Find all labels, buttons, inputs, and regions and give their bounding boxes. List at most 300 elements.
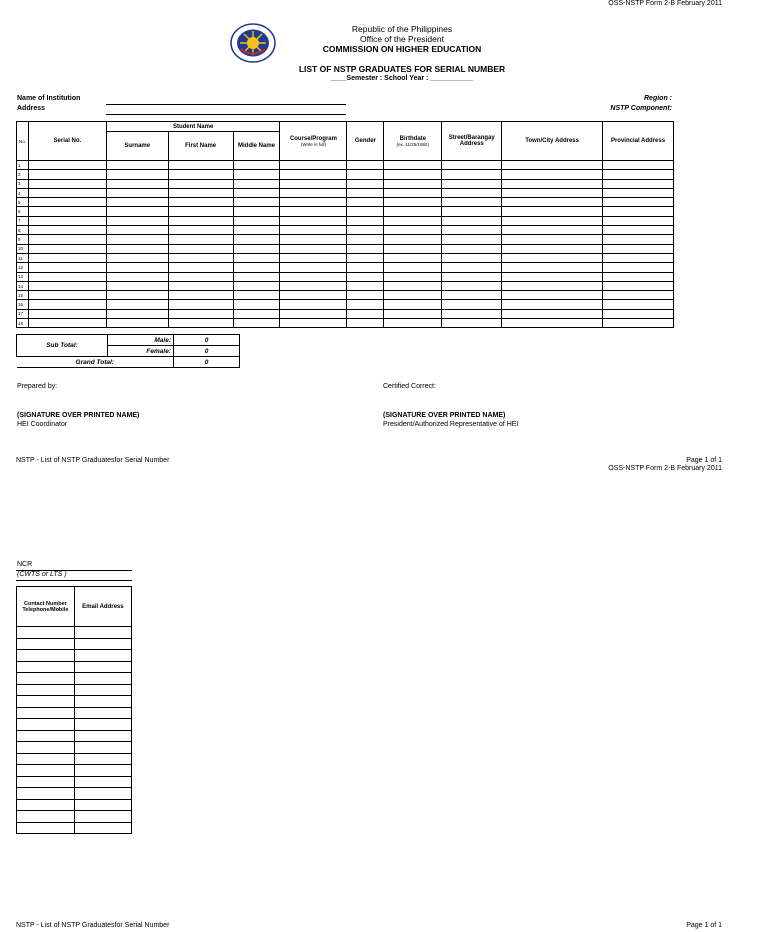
region-value: NCR <box>17 561 33 568</box>
table-row <box>17 179 674 188</box>
table-cell <box>347 319 384 328</box>
row-number: 5 <box>17 198 29 207</box>
table-cell <box>233 272 280 281</box>
table-cell <box>347 253 384 262</box>
table-cell <box>106 253 168 262</box>
table-cell <box>442 198 502 207</box>
table-cell <box>347 161 384 170</box>
table-cell <box>106 161 168 170</box>
table-cell <box>233 263 280 272</box>
table-cell <box>442 291 502 300</box>
table-cell <box>233 319 280 328</box>
table-cell <box>106 216 168 225</box>
table-cell <box>502 253 603 262</box>
table-cell <box>347 198 384 207</box>
table-cell <box>17 650 75 662</box>
table-cell <box>168 253 233 262</box>
table-cell <box>168 281 233 290</box>
totals-table <box>16 334 240 368</box>
student-name-header: Student Name <box>106 122 280 132</box>
table-cell <box>168 309 233 318</box>
col-contact: Contact Number Telephone/Mobile <box>17 587 75 627</box>
table-row <box>17 765 132 777</box>
table-cell <box>442 216 502 225</box>
table-cell <box>280 263 347 272</box>
table-cell <box>233 207 280 216</box>
table-cell <box>442 244 502 253</box>
row-number: 11 <box>17 253 29 262</box>
table-cell <box>17 765 75 777</box>
header-office: Office of the President <box>360 34 444 44</box>
table-cell <box>233 291 280 300</box>
table-cell <box>233 309 280 318</box>
row-number: 2 <box>17 170 29 179</box>
table-row <box>17 673 132 685</box>
grand-total-value: 0 <box>174 357 240 368</box>
table-cell <box>347 291 384 300</box>
form-code: OSS-NSTP Form 2-B February 2011 <box>608 0 722 7</box>
table-cell <box>28 188 106 197</box>
table-cell <box>74 673 131 685</box>
table-cell <box>106 309 168 318</box>
table-row <box>17 707 132 719</box>
table-cell <box>17 788 75 800</box>
table-cell <box>233 300 280 309</box>
table-cell <box>347 309 384 318</box>
col-province: Provincial Address <box>603 122 674 161</box>
certified-correct-label: Certified Correct: <box>383 383 436 390</box>
table-cell <box>106 263 168 272</box>
row-number: 6 <box>17 207 29 216</box>
table-cell <box>28 272 106 281</box>
table-cell <box>74 684 131 696</box>
prepared-by-label: Prepared by: <box>17 383 58 390</box>
table-cell <box>603 319 674 328</box>
table-cell <box>17 730 75 742</box>
table-row <box>17 753 132 765</box>
table-cell <box>603 263 674 272</box>
header-commission: COMMISSION ON HIGHER EDUCATION <box>322 44 482 54</box>
footer-left: NSTP - List of NSTP Graduatesfor Serial Number <box>16 457 170 464</box>
table-cell <box>17 638 75 650</box>
table-cell <box>106 300 168 309</box>
table-row <box>17 309 674 318</box>
table-row <box>17 216 674 225</box>
table-cell <box>74 776 131 788</box>
table-cell <box>28 216 106 225</box>
hei-coordinator-label: HEI Coordinator <box>17 421 68 428</box>
table-cell <box>384 309 442 318</box>
table-row <box>17 188 674 197</box>
table-cell <box>17 661 75 673</box>
table-cell <box>233 161 280 170</box>
institution-label: Name of Institution <box>17 95 81 102</box>
table-cell <box>233 281 280 290</box>
table-cell <box>280 226 347 235</box>
table-row <box>17 638 132 650</box>
table-cell <box>280 244 347 253</box>
table-cell <box>347 263 384 272</box>
table-cell <box>603 226 674 235</box>
table-cell <box>502 309 603 318</box>
table-row <box>17 291 674 300</box>
table-cell <box>442 161 502 170</box>
table-cell <box>502 281 603 290</box>
footer-page-2: Page 1 of 1 <box>686 922 722 929</box>
col-gender: Gender <box>347 122 384 161</box>
table-cell <box>384 291 442 300</box>
table-cell <box>17 776 75 788</box>
row-number: 18 <box>17 319 29 328</box>
table-cell <box>384 272 442 281</box>
table-cell <box>17 684 75 696</box>
table-cell <box>74 661 131 673</box>
grand-total-label: Grand Total: <box>17 357 174 368</box>
table-cell <box>17 811 75 823</box>
region-label: Region : <box>644 95 672 102</box>
table-cell <box>168 226 233 235</box>
table-cell <box>442 188 502 197</box>
table-cell <box>28 170 106 179</box>
table-cell <box>384 179 442 188</box>
table-cell <box>28 300 106 309</box>
table-cell <box>74 650 131 662</box>
table-cell <box>106 198 168 207</box>
row-number: 15 <box>17 291 29 300</box>
col-street: Street/Barangay Address <box>442 122 502 161</box>
table-cell <box>502 188 603 197</box>
table-cell <box>603 170 674 179</box>
table-cell <box>603 179 674 188</box>
table-cell <box>603 253 674 262</box>
table-cell <box>442 179 502 188</box>
table-cell <box>280 161 347 170</box>
table-row <box>17 235 674 244</box>
table-cell <box>442 300 502 309</box>
col-serial: Serial No. <box>28 122 106 161</box>
table-row <box>17 627 132 639</box>
table-cell <box>28 244 106 253</box>
table-cell <box>280 170 347 179</box>
table-row <box>17 170 674 179</box>
table-cell <box>168 188 233 197</box>
table-cell <box>384 161 442 170</box>
table-cell <box>442 170 502 179</box>
table-cell <box>28 281 106 290</box>
table-cell <box>106 244 168 253</box>
table-cell <box>106 291 168 300</box>
table-cell <box>442 253 502 262</box>
table-cell <box>74 753 131 765</box>
table-cell <box>233 179 280 188</box>
signature-left: (SIGNATURE OVER PRINTED NAME) <box>17 412 140 419</box>
table-cell <box>28 253 106 262</box>
col-town: Town/City Address <box>502 122 603 161</box>
table-cell <box>280 272 347 281</box>
table-cell <box>233 170 280 179</box>
table-cell <box>28 235 106 244</box>
table-cell <box>280 319 347 328</box>
table-cell <box>603 244 674 253</box>
table-cell <box>74 719 131 731</box>
table-cell <box>168 319 233 328</box>
institution-line <box>106 104 346 105</box>
table-cell <box>502 291 603 300</box>
table-cell <box>74 742 131 754</box>
col-birthdate: Birthdate (ex. 11/25/1992) <box>384 122 442 161</box>
male-label: Male: <box>108 335 174 346</box>
table-cell <box>106 179 168 188</box>
table-cell <box>384 226 442 235</box>
footer-page: Page 1 of 1 <box>686 457 722 464</box>
table-row <box>17 207 674 216</box>
table-cell <box>442 235 502 244</box>
contact-table <box>16 586 132 834</box>
table-cell <box>603 309 674 318</box>
address-line <box>106 114 346 115</box>
table-row <box>17 300 674 309</box>
table-row <box>17 684 132 696</box>
table-cell <box>233 226 280 235</box>
row-number: 17 <box>17 309 29 318</box>
table-cell <box>442 319 502 328</box>
table-cell <box>502 272 603 281</box>
row-number: 9 <box>17 235 29 244</box>
table-cell <box>106 188 168 197</box>
table-cell <box>384 170 442 179</box>
table-cell <box>384 235 442 244</box>
header-republic: Republic of the Philippines <box>351 24 453 34</box>
table-cell <box>28 319 106 328</box>
row-number: 14 <box>17 281 29 290</box>
row-number: 8 <box>17 226 29 235</box>
table-cell <box>280 216 347 225</box>
col-course: Course/Program (Write in full) <box>280 122 347 161</box>
table-row <box>17 226 674 235</box>
male-value: 0 <box>174 335 240 346</box>
table-cell <box>347 170 384 179</box>
table-cell <box>28 263 106 272</box>
table-cell <box>74 707 131 719</box>
female-value: 0 <box>174 346 240 357</box>
table-row <box>17 661 132 673</box>
table-cell <box>502 263 603 272</box>
row-number: 16 <box>17 300 29 309</box>
table-cell <box>17 719 75 731</box>
table-cell <box>502 235 603 244</box>
table-cell <box>347 207 384 216</box>
graduates-table <box>16 121 674 328</box>
table-cell <box>603 198 674 207</box>
table-cell <box>74 696 131 708</box>
table-cell <box>233 253 280 262</box>
table-cell <box>74 799 131 811</box>
table-row <box>17 788 132 800</box>
table-cell <box>347 235 384 244</box>
table-cell <box>603 216 674 225</box>
table-cell <box>280 207 347 216</box>
table-cell <box>168 291 233 300</box>
table-cell <box>347 272 384 281</box>
subtotal-label: Sub Total: <box>17 335 108 357</box>
table-cell <box>168 198 233 207</box>
form-code-2: OSS-NSTP Form 2-B February 2011 <box>608 465 722 472</box>
table-cell <box>168 235 233 244</box>
col-middle-name: Middle Name <box>233 132 280 161</box>
table-cell <box>168 272 233 281</box>
table-cell <box>168 170 233 179</box>
table-cell <box>280 309 347 318</box>
table-cell <box>347 226 384 235</box>
table-cell <box>168 216 233 225</box>
table-cell <box>106 235 168 244</box>
table-cell <box>502 216 603 225</box>
table-cell <box>74 627 131 639</box>
table-cell <box>347 300 384 309</box>
table-cell <box>74 638 131 650</box>
table-cell <box>280 281 347 290</box>
table-cell <box>502 207 603 216</box>
table-cell <box>384 281 442 290</box>
table-cell <box>442 272 502 281</box>
table-cell <box>280 179 347 188</box>
table-cell <box>74 765 131 777</box>
table-cell <box>280 188 347 197</box>
table-cell <box>384 300 442 309</box>
component-value: (CWTS or LTS ) <box>17 571 67 578</box>
table-cell <box>233 244 280 253</box>
footer-left-2: NSTP - List of NSTP Graduatesfor Serial Number <box>16 922 170 929</box>
table-cell <box>502 179 603 188</box>
table-row <box>17 198 674 207</box>
table-cell <box>502 170 603 179</box>
table-cell <box>603 235 674 244</box>
table-cell <box>17 742 75 754</box>
table-cell <box>603 291 674 300</box>
col-surname: Surname <box>106 132 168 161</box>
row-number: 12 <box>17 263 29 272</box>
page-title: LIST OF NSTP GRADUATES FOR SERIAL NUMBER <box>298 64 506 74</box>
table-cell <box>603 207 674 216</box>
table-cell <box>347 188 384 197</box>
table-cell <box>17 753 75 765</box>
table-cell <box>442 207 502 216</box>
col-first-name: First Name <box>168 132 233 161</box>
table-cell <box>280 253 347 262</box>
table-cell <box>28 226 106 235</box>
table-cell <box>106 207 168 216</box>
table-cell <box>347 281 384 290</box>
table-cell <box>17 696 75 708</box>
table-cell <box>280 291 347 300</box>
table-cell <box>347 244 384 253</box>
table-cell <box>384 263 442 272</box>
table-cell <box>28 179 106 188</box>
table-cell <box>384 188 442 197</box>
row-number: 13 <box>17 272 29 281</box>
table-cell <box>168 300 233 309</box>
component-line <box>16 580 132 581</box>
table-cell <box>502 198 603 207</box>
table-cell <box>168 263 233 272</box>
component-label: NSTP Component: <box>610 105 672 112</box>
table-cell <box>603 188 674 197</box>
table-cell <box>384 207 442 216</box>
table-cell <box>280 300 347 309</box>
table-cell <box>28 198 106 207</box>
table-cell <box>280 235 347 244</box>
table-cell <box>28 207 106 216</box>
table-cell <box>17 822 75 834</box>
table-cell <box>384 253 442 262</box>
table-cell <box>106 281 168 290</box>
table-cell <box>442 281 502 290</box>
address-label: Address <box>17 105 46 112</box>
table-cell <box>168 244 233 253</box>
table-row <box>17 776 132 788</box>
table-cell <box>502 319 603 328</box>
table-row <box>17 730 132 742</box>
table-cell <box>17 627 75 639</box>
table-cell <box>442 309 502 318</box>
table-cell <box>442 263 502 272</box>
table-cell <box>502 300 603 309</box>
table-cell <box>603 281 674 290</box>
table-row <box>17 696 132 708</box>
row-number: 4 <box>17 188 29 197</box>
table-cell <box>603 272 674 281</box>
table-cell <box>28 161 106 170</box>
table-cell <box>502 226 603 235</box>
table-cell <box>168 161 233 170</box>
row-number: 1 <box>17 161 29 170</box>
table-cell <box>233 216 280 225</box>
table-cell <box>106 170 168 179</box>
table-cell <box>17 673 75 685</box>
table-cell <box>442 226 502 235</box>
table-cell <box>106 319 168 328</box>
table-row <box>17 811 132 823</box>
table-cell <box>603 300 674 309</box>
table-row <box>17 281 674 290</box>
table-cell <box>233 235 280 244</box>
table-row <box>17 650 132 662</box>
col-email: Email Address <box>74 587 131 627</box>
table-cell <box>28 309 106 318</box>
ched-seal-icon <box>229 22 277 64</box>
table-row <box>17 799 132 811</box>
table-cell <box>347 216 384 225</box>
table-row <box>17 742 132 754</box>
table-row <box>17 244 674 253</box>
col-no: No. <box>17 122 29 161</box>
table-cell <box>168 179 233 188</box>
table-cell <box>502 244 603 253</box>
table-cell <box>168 207 233 216</box>
signature-right: (SIGNATURE OVER PRINTED NAME) <box>383 412 506 419</box>
table-cell <box>74 730 131 742</box>
table-cell <box>502 161 603 170</box>
table-cell <box>74 788 131 800</box>
table-cell <box>384 198 442 207</box>
table-cell <box>384 319 442 328</box>
table-cell <box>384 216 442 225</box>
table-cell <box>106 272 168 281</box>
semester-school-year: ____Semester : School Year : ___________ <box>330 75 474 82</box>
row-number: 7 <box>17 216 29 225</box>
table-cell <box>28 291 106 300</box>
row-number: 3 <box>17 179 29 188</box>
